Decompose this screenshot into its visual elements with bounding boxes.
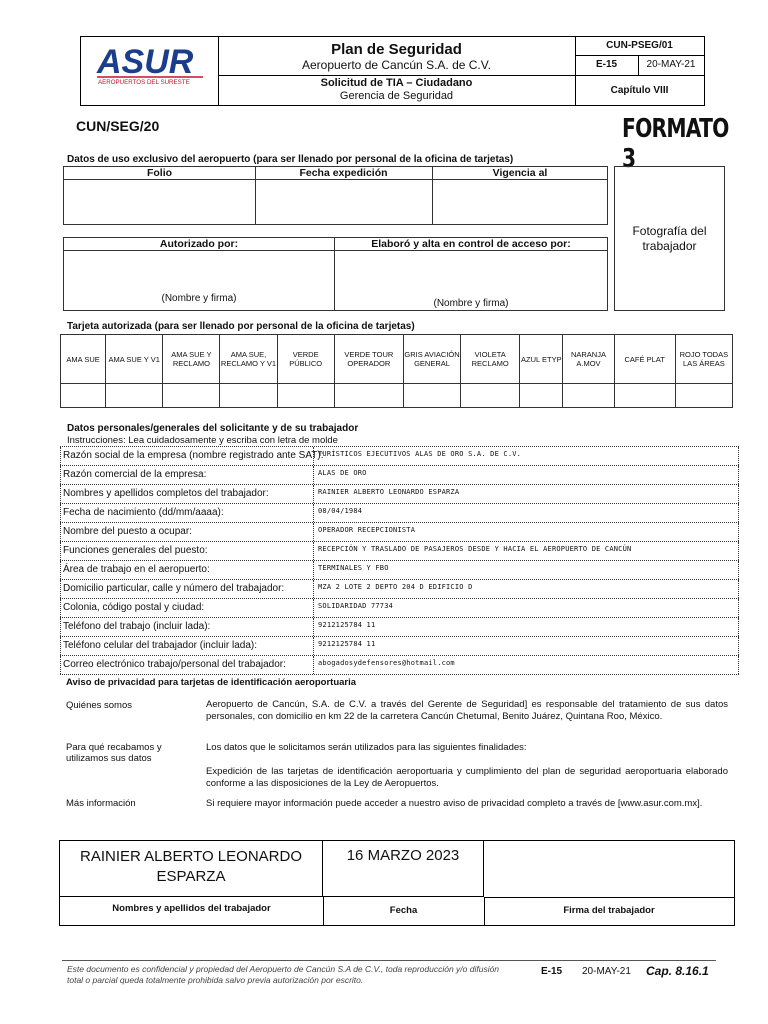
personal-row (60, 655, 739, 675)
personal-row (60, 598, 739, 617)
razon-comercial-value[interactable]: ALAS DE ORO (318, 469, 367, 477)
card-check-cell[interactable] (461, 384, 520, 408)
privacy-title: Aviso de privacidad para tarjetas de identificación aeroportuaria (66, 677, 357, 688)
cell-phone-value[interactable]: 9212125784 11 (318, 640, 376, 648)
card-title: Tarjeta autorizada (para ser llenado por personal de la oficina de tarjetas) (67, 321, 415, 332)
work-phone-value[interactable]: 9212125784 11 (318, 621, 376, 629)
personal-row (60, 636, 739, 655)
privacy-a2a: Los datos que le solicitamos serán utilizados para las siguientes finalidades: (206, 742, 527, 753)
document-header (80, 36, 705, 106)
svg-text:AEROPUERTOS DEL SURESTE: AEROPUERTOS DEL SURESTE (98, 79, 190, 86)
asur-logo (81, 37, 219, 105)
card-type: AMA SUE, RECLAMO Y V1 (220, 335, 277, 384)
card-type-table (60, 334, 733, 408)
card-type: VERDE PÚBLICO (277, 335, 334, 384)
razon-social-value[interactable]: TURÍSTICOS EJECUTIVOS ALAS DE ORO S.A. DE C.V. (318, 450, 522, 458)
card-type: AZUL ETYP (520, 335, 563, 384)
card-type: ROJO TODAS LAS ÁREAS (675, 335, 732, 384)
card-type: NARANJA A.MOV (563, 335, 614, 384)
card-check-cell[interactable] (563, 384, 614, 408)
row-label: Área de trabajo en el aeropuerto: (63, 564, 210, 575)
card-check-cell[interactable] (61, 384, 106, 408)
privacy-q1: Quiénes somos (66, 700, 133, 711)
card-type: CAFÉ PLAT (614, 335, 675, 384)
footer-rule (62, 960, 716, 961)
personal-row (60, 579, 739, 598)
header-title-block (218, 37, 576, 105)
address-value[interactable]: MZA 2 LOTE 2 DEPTO 204 D EDIFICIO D (318, 583, 473, 591)
fecha-expedicion-header: Fecha expedición (255, 167, 433, 180)
formato-label: FORMATO 3 (622, 114, 729, 174)
row-label: Funciones generales del puesto: (63, 545, 208, 556)
folio-header: Folio (64, 167, 256, 180)
card-check-cell[interactable] (163, 384, 220, 408)
functions-value[interactable]: RECEPCIÓN Y TRASLADO DE PASAJEROS DESDE Y HACIA EL AEROPUERTO DE CANCÚN (318, 545, 632, 553)
edition: E-15 (575, 55, 639, 76)
department: Gerencia de Seguridad (339, 90, 454, 102)
personal-row (60, 617, 739, 636)
row-label: Nombres y apellidos completos del trabajador: (63, 488, 269, 499)
date-label: Fecha (323, 897, 485, 925)
plan-title: Plan de Seguridad (331, 41, 462, 58)
card-check-cell[interactable] (334, 384, 403, 408)
privacy-q2: Para qué recabamos y utilizamos sus datos (66, 742, 162, 764)
footer-cap: Cap. 8.16.1 (646, 964, 709, 978)
footer-disclaimer: Este documento es confidencial y propiedad del Aeropuerto de Cancún S.A de C.V., toda reproducción y/o difusión total o parcial queda totalmente prohibida salvo previa autorización por escrito. (67, 964, 500, 985)
doc-title: Solicitud de TIA – Ciudadano (320, 77, 473, 89)
row-label: Razón social de la empresa (nombre registrado ante SAT): (63, 450, 324, 461)
signature-field[interactable] (484, 841, 734, 898)
card-check-cell[interactable] (403, 384, 460, 408)
elaboro-header: Elaboró y alta en control de acceso por: (335, 238, 607, 251)
personal-data-table (60, 446, 739, 675)
footer-edition: E-15 (541, 966, 563, 977)
privacy-q3: Más información (66, 798, 136, 809)
row-label: Fecha de nacimiento (dd/mm/aaaa): (63, 507, 224, 518)
doc-code: CUN-PSEG/01 (575, 37, 704, 56)
sign-label: Firma del trabajador (563, 905, 655, 916)
row-label: Colonia, código postal y ciudad: (63, 602, 205, 613)
vigencia-header: Vigencia al (433, 167, 607, 180)
header-date: 20-MAY-21 (638, 55, 704, 76)
row-label: Domicilio particular, calle y número del trabajador: (63, 583, 285, 594)
autorizado-header: Autorizado por: (64, 238, 335, 251)
email-value[interactable]: abogadosydefensores@hotmail.com (318, 659, 455, 667)
row-label: Teléfono del trabajo (incluir lada): (63, 621, 211, 632)
card-type: VIOLETA RECLAMO (461, 335, 520, 384)
privacy-a1: Aeropuerto de Cancún, S.A. de C.V. a través del Gerente de Seguridad] es responsable del tratamiento de sus datos personales, con domicilio en km 22 de la carretera Cancún Chetumal, Benito Juárez, Quintana Roo, México. (206, 699, 728, 722)
privacy-a3: Si requiere mayor información puede acceder a nuestro aviso de privacidad completo a través de [www.asur.com.mx]. (206, 798, 703, 809)
personal-row (60, 503, 739, 522)
work-area-value[interactable]: TERMINALES Y FBO (318, 564, 389, 572)
svg-text:ASUR: ASUR (97, 43, 194, 81)
asur-logo-icon (81, 37, 218, 105)
card-type: AMA SUE Y RECLAMO (163, 335, 220, 384)
vigencia-field[interactable] (433, 180, 607, 224)
photo-label: Fotografía del trabajador (632, 223, 707, 253)
personal-row (60, 541, 739, 560)
personal-row (60, 465, 739, 484)
card-type: AMA SUE (61, 335, 106, 384)
chapter: Capítulo VIII (610, 85, 669, 96)
header-meta (575, 37, 704, 105)
elaboro-sign-caption: (Nombre y firma) (433, 298, 509, 309)
row-label: Razón comercial de la empresa: (63, 469, 207, 480)
fecha-expedicion-field[interactable] (256, 180, 432, 224)
name-label: Nombres y apellidos del trabajador (60, 897, 324, 925)
form-code: CUN/SEG/20 (76, 118, 160, 134)
footer-date: 20-MAY-21 (582, 966, 631, 977)
card-check-cell[interactable] (106, 384, 163, 408)
card-check-cell[interactable] (220, 384, 277, 408)
personal-instructions: Instrucciones: Lea cuidadosamente y escriba con letra de molde (67, 435, 338, 446)
personal-title: Datos personales/generales del solicitante y de su trabajador (67, 423, 359, 434)
row-label: Correo electrónico trabajo/personal del trabajador: (63, 659, 286, 670)
folio-field[interactable] (64, 180, 254, 224)
personal-row (60, 560, 739, 579)
authorization-table (63, 237, 608, 311)
card-type: GRIS AVIACIÓN GENERAL (403, 335, 460, 384)
card-type: AMA SUE Y V1 (106, 335, 163, 384)
colonia-value[interactable]: SOLIDARIDAD 77734 (318, 602, 394, 610)
worker-name-signature[interactable]: RAINIER ALBERTO LEONARDO ESPARZA (60, 841, 323, 897)
card-check-cell[interactable] (614, 384, 675, 408)
autorizado-sign-caption: (Nombre y firma) (161, 293, 237, 304)
signature-date[interactable]: 16 MARZO 2023 (323, 841, 484, 897)
signature-block (59, 840, 735, 926)
personal-row (60, 484, 739, 503)
worker-name-value[interactable]: RAINIER ALBERTO LEONARDO ESPARZA (318, 488, 460, 496)
card-check-cell[interactable] (277, 384, 334, 408)
row-label: Nombre del puesto a ocupar: (63, 526, 192, 537)
folio-table (63, 166, 608, 225)
position-value[interactable]: OPERADOR RECEPCIONISTA (318, 526, 416, 534)
card-check-cell[interactable] (675, 384, 732, 408)
birthdate-value[interactable]: 08/04/1984 (318, 507, 363, 515)
airport-name: Aeropuerto de Cancún S.A. de C.V. (301, 58, 491, 72)
personal-row (60, 522, 739, 541)
personal-row (60, 446, 739, 465)
card-type: VERDE TOUR OPERADOR (334, 335, 403, 384)
photo-box[interactable] (614, 166, 725, 311)
privacy-a2b: Expedición de las tarjetas de identificación aeroportuaria y cumplimiento del plan de seguridad aeroportuaria elaborado conforme a las disposiciones de la Ley de Aeropuertos. (206, 766, 728, 789)
airport-use-title: Datos de uso exclusivo del aeropuerto (para ser llenado por personal de la oficina de tarjetas) (67, 154, 514, 165)
row-label: Teléfono celular del trabajador (incluir lada): (63, 640, 257, 651)
card-check-cell[interactable] (520, 384, 563, 408)
